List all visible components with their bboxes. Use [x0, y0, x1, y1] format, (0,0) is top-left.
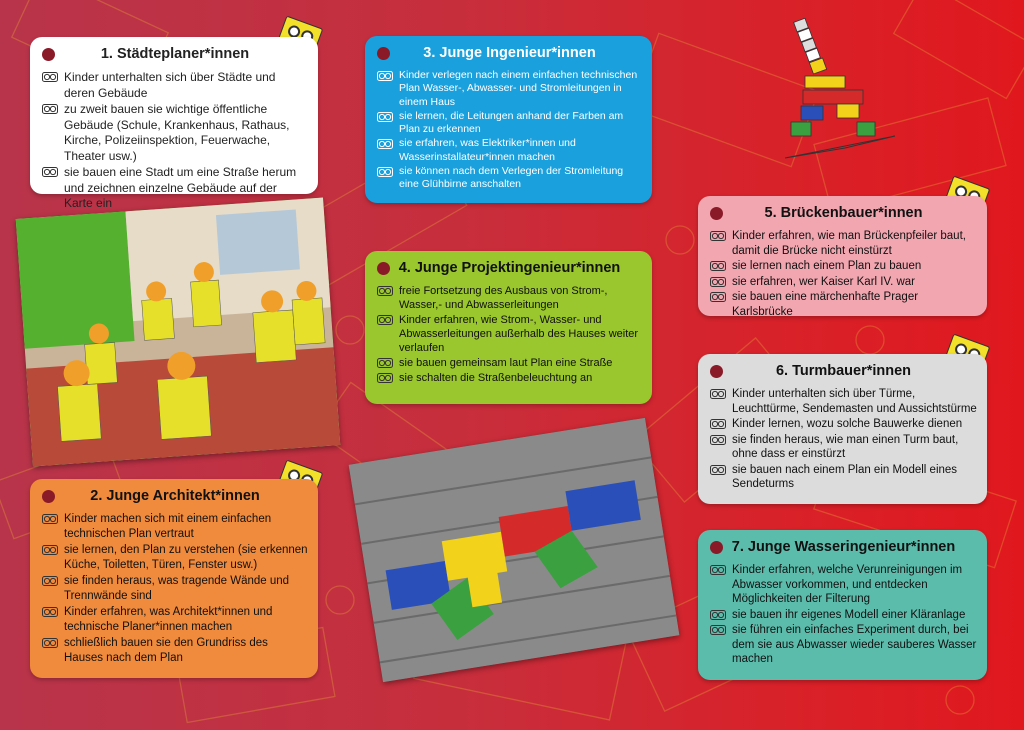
list-item: sie bauen gemeinsam laut Plan eine Straße — [399, 357, 613, 369]
glasses-icon — [42, 576, 58, 586]
card-title: 4. Junge Projektingenieur*innen — [398, 260, 621, 276]
list-item: Kinder lernen, wozu solche Bauwerke dienen — [732, 418, 963, 430]
glasses-icon — [377, 286, 393, 296]
card-turmbauer — [698, 354, 987, 504]
list-item: sie finden heraus, was tragende Wände und Trennwände sind — [64, 575, 290, 602]
glasses-icon — [710, 277, 726, 287]
list-item: sie bauen eine märchenhafte Prager Karlsbrücke — [732, 291, 919, 318]
glasses-icon — [377, 358, 393, 368]
list-item: Kinder unterhalten sich über Städte und deren Gebäude — [64, 70, 276, 100]
glasses-icon — [710, 625, 726, 635]
card-junge-projektingenieure — [365, 251, 652, 404]
glasses-icon — [42, 167, 58, 177]
list-item: sie lernen, die Leitungen anhand der Farben am Plan zu erkennen — [399, 109, 624, 136]
card-title: 5. Brückenbauer*innen — [764, 205, 923, 221]
list-item: Kinder erfahren, wie Strom-, Wasser- und Abwasserleitungen außerhalb des Hauses weiter verlaufen — [399, 314, 639, 354]
card-title: 6. Turmbauer*innen — [775, 363, 912, 379]
list-item: schließlich bauen sie den Grundriss des Hauses nach dem Plan — [64, 637, 268, 664]
list-item: freie Fortsetzung des Ausbaus von Strom-, Wasser,- und Abwasserleitungen — [399, 285, 608, 311]
list-item: Kinder erfahren, wie man Brückenpfeiler baut, damit die Brücke nicht einstürzt — [732, 230, 966, 257]
list-item: sie bauen nach einem Plan ein Modell eines Sendeturms — [732, 463, 958, 490]
bullet-dot-icon — [377, 262, 390, 275]
glasses-icon — [42, 72, 58, 82]
glasses-icon — [42, 514, 58, 524]
card-title: 2. Junge Architekt*innen — [90, 488, 260, 504]
glasses-icon — [710, 389, 726, 399]
list-item: sie bauen eine Stadt um eine Straße herum und zeichnen einzelne Gebäude auf der Karte ein — [64, 165, 297, 210]
card-brueckenbauer — [698, 196, 987, 316]
glasses-icon — [377, 112, 393, 122]
bullet-dot-icon — [377, 47, 390, 60]
card-staedteplaner — [30, 37, 318, 210]
lego-bridge-photo — [349, 418, 680, 682]
bullet-dot-icon — [710, 365, 723, 378]
glasses-icon — [377, 71, 393, 81]
glasses-icon — [377, 315, 393, 325]
glasses-icon — [377, 139, 393, 149]
list-item: Kinder machen sich mit einem einfachen technischen Plan vertraut — [64, 513, 272, 540]
list-item: Kinder verlegen nach einem einfachen technischen Plan Wasser-, Abwasser- und Stromleitungen in einem Haus — [399, 69, 638, 108]
bullet-dot-icon — [42, 490, 55, 503]
glasses-icon — [710, 435, 726, 445]
glasses-icon — [710, 610, 726, 620]
glasses-icon — [710, 465, 726, 475]
bullet-dot-icon — [710, 207, 723, 220]
card-title: 1. Städteplaner*innen — [100, 46, 250, 62]
list-item: Kinder erfahren, was Architekt*innen und technische Planer*innen machen — [64, 606, 273, 633]
list-item: zu zweit bauen sie wichtige öffentliche Gebäude (Schule, Krankenhaus, Rathaus, Kirche, Polizeiinspektion, Feuerwache, Theater usw.) — [64, 102, 290, 163]
card-title: 7. Junge Wasseringenieur*innen — [731, 539, 956, 555]
glasses-icon — [377, 167, 393, 177]
card-junge-architekten — [30, 479, 318, 678]
list-item: Kinder unterhalten sich über Türme, Leuchttürme, Sendemasten und Aussichtstürme — [732, 388, 977, 415]
card-title: 3. Junge Ingenieur*innen — [423, 45, 596, 61]
glasses-icon — [377, 373, 393, 383]
glasses-icon — [710, 565, 726, 575]
list-item: sie lernen nach einem Plan zu bauen — [732, 260, 922, 272]
glasses-icon — [42, 607, 58, 617]
glasses-icon — [710, 261, 726, 271]
lego-tower-illustration — [785, 18, 895, 168]
card-junge-ingenieure — [365, 36, 652, 203]
glasses-icon — [710, 292, 726, 302]
glasses-icon — [42, 104, 58, 114]
card-junge-wasseringenieure — [698, 530, 987, 680]
list-item: sie lernen, den Plan zu verstehen (sie erkennen Küche, Toiletten, Türen, Fenster usw.) — [64, 544, 308, 571]
list-item: Kinder erfahren, welche Verunreinigungen im Abwasser vorkommen, und entdecken Möglichkeiten der Filterung — [732, 564, 963, 605]
children-photo — [16, 198, 341, 467]
list-item: sie schalten die Straßenbeleuchtung an — [399, 372, 593, 384]
glasses-icon — [42, 638, 58, 648]
glasses-icon — [710, 231, 726, 241]
list-item: sie erfahren, was Elektriker*innen und Wasserinstallateur*innen machen — [399, 137, 576, 163]
glasses-icon — [42, 545, 58, 555]
list-item: sie können nach dem Verlegen der Stromleitung eine Glühbirne anschalten — [399, 165, 624, 191]
glasses-icon — [710, 419, 726, 429]
list-item: sie finden heraus, wie man einen Turm baut, ohne dass er einstürzt — [732, 433, 959, 460]
bullet-dot-icon — [42, 48, 55, 61]
bullet-dot-icon — [710, 541, 723, 554]
list-item: sie erfahren, wer Kaiser Karl IV. war — [732, 275, 916, 288]
list-item: sie führen ein einfaches Experiment durch, bei dem sie aus Abwasser wieder sauberes Wasser machen — [732, 624, 977, 665]
list-item: sie bauen ihr eigenes Modell einer Kläranlage — [732, 608, 966, 621]
